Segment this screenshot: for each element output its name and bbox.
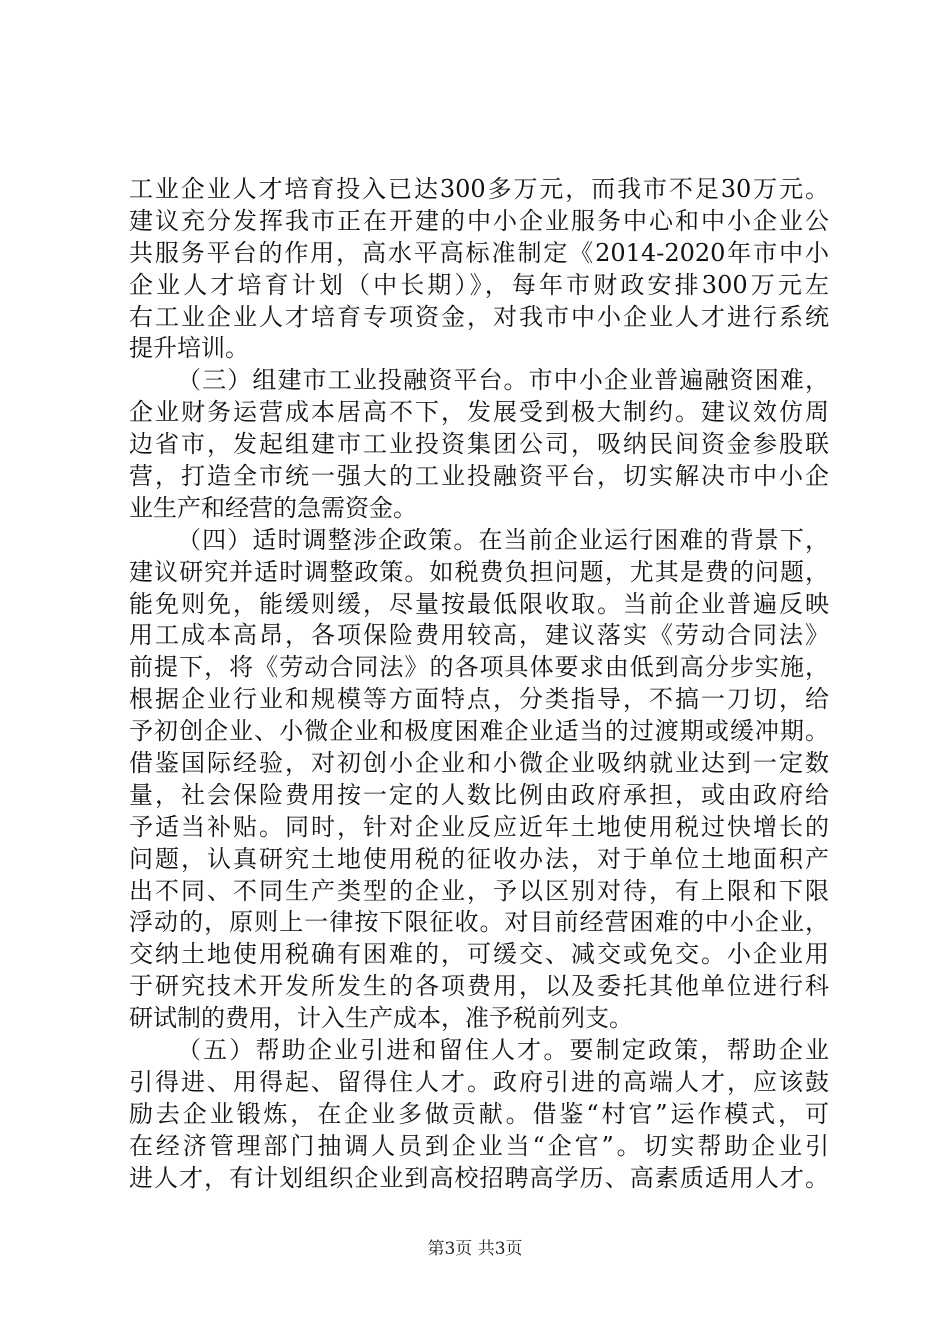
text-line: 出不同、不同生产类型的企业，予以区别对待，有上限和下限 [129, 876, 829, 905]
text-line: 边省市，发起组建市工业投资集团公司，吸纳民间资金参股联 [129, 430, 829, 459]
text-line: 企业人才培育计划（中长期）》，每年市财政安排300万元左 [129, 270, 829, 299]
page-footer: 第3页 共3页 [427, 1239, 523, 1259]
text-line: 营，打造全市统一强大的工业投融资平台，切实解决市中小企 [129, 462, 829, 491]
section-heading-line: （三）组建市工业投融资平台。市中小企业普遍融资困难， [177, 366, 829, 395]
text-line: 建议研究并适时调整政策。如税费负担问题，尤其是费的问题， [129, 557, 829, 586]
text-line: 建议充分发挥我市正在开建的中小企业服务中心和中小企业公 [129, 206, 829, 235]
text-line: 问题，认真研究土地使用税的征收办法，对于单位土地面积产 [129, 844, 829, 873]
text-line: 在经济管理部门抽调人员到企业当“企官”。切实帮助企业引 [129, 1131, 829, 1160]
text-line: 予适当补贴。同时，针对企业反应近年土地使用税过快增长的 [129, 812, 829, 841]
text-line: 企业财务运营成本居高不下，发展受到极大制约。建议效仿周 [129, 398, 829, 427]
text-line: 交纳土地使用税确有困难的，可缓交、减交或免交。小企业用 [129, 940, 829, 969]
text-line: 引得进、用得起、留得住人才。政府引进的高端人才，应该鼓 [129, 1067, 829, 1096]
text-line: 工业企业人才培育投入已达300多万元，而我市不足30万元。 [129, 175, 829, 203]
text-line: 借鉴国际经验，对初创小企业和小微企业吸纳就业达到一定数 [129, 749, 829, 778]
text-line: 提升培训。 [129, 334, 249, 363]
text-line: 右工业企业人才培育专项资金，对我市中小企业人才进行系统 [129, 302, 829, 331]
text-line: 进人才，有计划组织企业到高校招聘高学历、高素质适用人才。 [129, 1163, 829, 1192]
text-line: 前提下，将《劳动合同法》的各项具体要求由低到高分步实施， [129, 653, 829, 682]
text-line: 于研究技术开发所发生的各项费用，以及委托其他单位进行科 [129, 972, 829, 1001]
document-body [129, 174, 829, 1195]
section-heading-line: （五）帮助企业引进和留住人才。要制定政策，帮助企业 [177, 1036, 829, 1065]
text-line: 研试制的费用，计入生产成本，准予税前列支。 [129, 1004, 633, 1033]
text-line: 量，社会保险费用按一定的人数比例由政府承担，或由政府给 [129, 780, 829, 809]
text-line: 根据企业行业和规模等方面特点，分类指导，不搞一刀切，给 [129, 685, 829, 714]
text-line: 励去企业锻炼，在企业多做贡献。借鉴“村官”运作模式，可 [129, 1099, 829, 1128]
text-line: 能免则免，能缓则缓，尽量按最低限收取。当前企业普遍反映 [129, 589, 829, 618]
text-line: 业生产和经营的急需资金。 [129, 493, 417, 522]
text-line: 浮动的，原则上一律按下限征收。对目前经营困难的中小企业， [129, 908, 829, 937]
text-line: 共服务平台的作用，高水平高标准制定《2014-2020年市中小 [129, 238, 829, 267]
text-line: 用工成本高昂，各项保险费用较高，建议落实《劳动合同法》 [129, 621, 829, 650]
text-line: 予初创企业、小微企业和极度困难企业适当的过渡期或缓冲期。 [129, 717, 829, 746]
section-heading-line: （四）适时调整涉企政策。在当前企业运行困难的背景下， [177, 525, 829, 554]
